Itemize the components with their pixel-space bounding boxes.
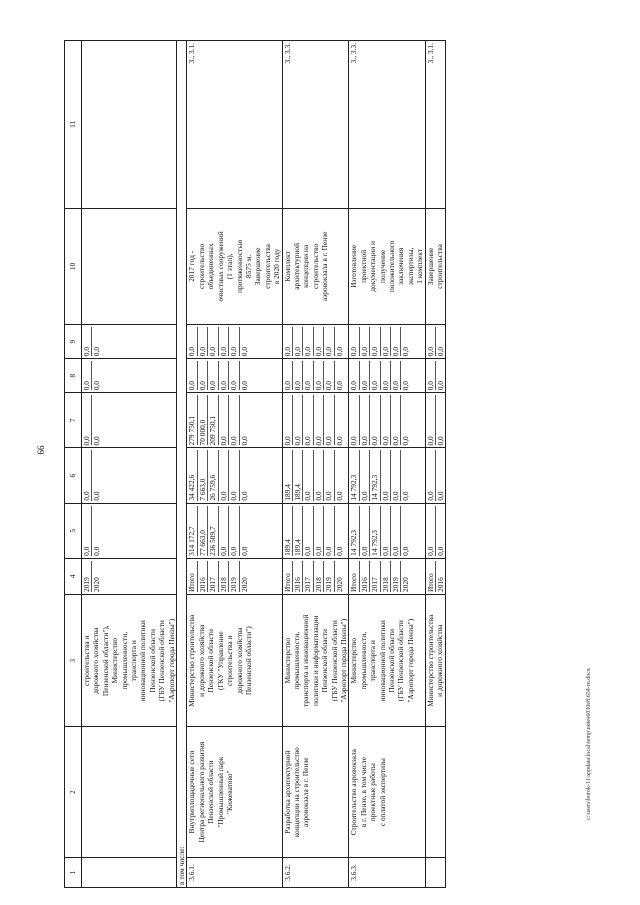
value: 0,0 [426, 327, 436, 356]
value: 0,0 [401, 436, 411, 446]
c9-cell [282, 325, 349, 359]
value: 0,0 [391, 361, 401, 390]
agency-cell: Министерство промышленности, транспорта и инновационной политики Пензенской области (ГБУ Пензенской области "Аэропорт города Пензы") [349, 594, 425, 726]
value: 189,4 [283, 450, 293, 500]
value: 0,0 [391, 506, 401, 556]
cont-result-cell [82, 208, 177, 324]
value: 0,0 [82, 450, 92, 500]
item-name-cell: Строительство аэровокзала в г. Пензе, в том числе проектные работы с оплатой экспертизы [349, 727, 425, 857]
header-cell: 11 [65, 41, 82, 209]
cont-no-cell [82, 857, 177, 887]
year-value: 2016 [436, 577, 446, 592]
header-cell: 4 [65, 558, 82, 594]
value: 14 792,3 [370, 506, 380, 556]
table-row [187, 41, 282, 888]
value: 0,0 [349, 395, 359, 445]
year-value: 2016 [360, 561, 370, 592]
years-cell [282, 558, 349, 594]
cont-c5-cell [82, 503, 177, 558]
value: 0,0 [229, 450, 239, 500]
year-value: Итого [349, 561, 359, 592]
value: 189,4 [293, 450, 303, 500]
year-value: 2019 [391, 561, 401, 592]
cont-agency-cell: строительства и дорожного хозяйства Пензенской области"), Министерство промышленности, транспорта и инновационной политики Пензенской области (ГБУ Пензенской области "Аэропорт города Пензы") [82, 594, 177, 726]
year-value: 2020 [334, 577, 344, 592]
value: 0,0 [426, 450, 436, 500]
rotated-table-container [64, 40, 604, 888]
value: 0,0 [334, 436, 344, 446]
year-value: Итого [426, 561, 436, 592]
cont-c8-cell [82, 359, 177, 393]
c8-cell [187, 359, 282, 393]
value: 0,0 [334, 381, 344, 391]
value: 0,0 [324, 361, 334, 390]
c8-cell [282, 359, 349, 393]
year-value: 2017 [208, 561, 218, 592]
value: 0,0 [381, 395, 391, 445]
years-cell [187, 558, 282, 594]
table-row [425, 41, 446, 888]
in-that-number-row [177, 41, 187, 888]
value: 0,0 [334, 491, 344, 501]
value: 0,0 [401, 381, 411, 391]
years-cell [425, 558, 446, 594]
value: 0,0 [229, 506, 239, 556]
header-cell: 2 [65, 727, 82, 857]
value: 0,0 [324, 327, 334, 356]
value: 0,0 [239, 381, 249, 391]
item-number-cell: 3.6.1. [187, 857, 282, 887]
value: 0,0 [303, 395, 313, 445]
value: 0,0 [219, 450, 229, 500]
table-row [282, 41, 349, 888]
agency-cell: Министерство промышленности, транспорта и инновационной политики и информатизации Пензенской области (ГБУ Пензенской области "Аэропорт города Пензы") [282, 594, 349, 726]
value: 0,0 [229, 327, 239, 356]
value: 0,0 [82, 395, 92, 445]
value: 0,0 [239, 436, 249, 446]
value: 14 792,3 [349, 450, 359, 500]
value: 77 663,0 [198, 506, 208, 556]
value: 0,0 [293, 327, 303, 356]
value: 0,0 [360, 327, 370, 356]
cont-c9-cell [82, 325, 177, 359]
value: 0,0 [219, 395, 229, 445]
value: 14 792,3 [349, 506, 359, 556]
value: 0,0 [198, 327, 208, 356]
value: 0,0 [82, 506, 92, 556]
c9-cell [187, 325, 282, 359]
result-cell: Завершение строительства [425, 208, 446, 324]
c5-cell [282, 503, 349, 558]
value: 0,0 [314, 327, 324, 356]
value: 279 750,1 [187, 395, 197, 445]
value: 0,0 [381, 327, 391, 356]
year-value: Итого [187, 561, 197, 592]
value: 0,0 [283, 327, 293, 356]
value: 0,0 [436, 491, 446, 501]
c6-cell [349, 448, 425, 503]
c7-cell [349, 393, 425, 448]
value: 0,0 [324, 395, 334, 445]
value: 0,0 [314, 395, 324, 445]
value: 0,0 [391, 450, 401, 500]
page-number: 99 [35, 445, 46, 455]
value: 189,4 [293, 506, 303, 556]
value: 0,0 [92, 491, 102, 501]
header-cell: 8 [65, 359, 82, 393]
cont-years-cell [82, 558, 177, 594]
value: 0,0 [334, 346, 344, 357]
year-value: 2017 [303, 561, 313, 592]
value: 0,0 [391, 395, 401, 445]
value: 0,0 [92, 346, 102, 357]
cont-c6-cell [82, 448, 177, 503]
value: 0,0 [293, 395, 303, 445]
year-value: Итого [283, 561, 293, 592]
value: 0,0 [303, 506, 313, 556]
value: 0,0 [187, 327, 197, 356]
value: 0,0 [381, 450, 391, 500]
value: 0,0 [303, 327, 313, 356]
value: 0,0 [239, 491, 249, 501]
year-value: 2019 [229, 561, 239, 592]
year-value: 2016 [198, 561, 208, 592]
target-indicator-cell: 3., 3.3. [282, 41, 349, 209]
years-cell [349, 558, 425, 594]
c9-cell [349, 325, 425, 359]
item-name-cell: Внутриплощадочные сети Центра регионального развития Пензенской области "Промышленный парк "Кижеватово" [187, 727, 282, 857]
value: 0,0 [92, 436, 102, 446]
agency-cell: Министерство строительства и дорожного хозяйства Пензенской области (ГКУ "Управление строительства и дорожного хозяйства Пензенской области") [187, 594, 282, 726]
value: 0,0 [82, 361, 92, 390]
result-cell: Комплект архитектурной концепции на строительство аэровокзала в г. Пензе [282, 208, 349, 324]
c8-cell [349, 359, 425, 393]
value: 0,0 [92, 381, 102, 391]
value: 0,0 [436, 436, 446, 446]
c6-cell [187, 448, 282, 503]
value: 0,0 [370, 395, 380, 445]
c5-cell [349, 503, 425, 558]
year-value: 2018 [314, 561, 324, 592]
c9-cell [425, 325, 446, 359]
item-name-cell [425, 727, 446, 857]
footer-file-path: c:\users\borok-11\appdata\local\temp\notes6030e8\654-ru.docx [586, 668, 592, 820]
item-number-cell: 3.6.2. [282, 857, 349, 887]
item-name-cell: Разработка архитектурной концепции на строительство аэровокзала в г. Пензе [282, 727, 349, 857]
value: 0,0 [92, 546, 102, 556]
value: 0,0 [349, 327, 359, 356]
value: 70 000,0 [198, 395, 208, 445]
cont-name-cell [82, 727, 177, 857]
value: 0,0 [314, 450, 324, 500]
value: 0,0 [426, 506, 436, 556]
value: 189,4 [283, 506, 293, 556]
value: 34 422,6 [187, 450, 197, 500]
value: 0,0 [82, 327, 92, 356]
value: 0,0 [426, 361, 436, 390]
value: 0,0 [360, 361, 370, 390]
year-value: 2016 [293, 561, 303, 592]
header-cell: 10 [65, 208, 82, 324]
in-that-number-label: в том числе: [177, 41, 187, 888]
c8-cell [425, 359, 446, 393]
value: 0,0 [208, 361, 218, 390]
value: 26 759,6 [208, 450, 218, 500]
header-cell: 3 [65, 594, 82, 726]
table-body [65, 41, 446, 888]
value: 14 792,3 [370, 450, 380, 500]
c5-cell [425, 503, 446, 558]
continuation-row [82, 41, 177, 888]
year-value: 2020 [92, 577, 102, 592]
value: 0,0 [360, 450, 370, 500]
value: 0,0 [314, 361, 324, 390]
value: 0,0 [324, 450, 334, 500]
value: 0,0 [187, 361, 197, 390]
year-value: 2019 [324, 561, 334, 592]
value: 0,0 [324, 506, 334, 556]
c5-cell [187, 503, 282, 558]
target-indicator-cell: 3., 3.1. [425, 41, 446, 209]
value: 0,0 [381, 361, 391, 390]
value: 0,0 [229, 395, 239, 445]
value: 0,0 [436, 381, 446, 391]
header-cell: 5 [65, 503, 82, 558]
value: 0,0 [334, 546, 344, 556]
value: 0,0 [360, 395, 370, 445]
value: 0,0 [360, 506, 370, 556]
value: 0,0 [239, 346, 249, 357]
c7-cell [282, 393, 349, 448]
value: 0,0 [436, 546, 446, 556]
agency-cell: Министерство строительства и дорожного хозяйства [425, 594, 446, 726]
c7-cell [187, 393, 282, 448]
value: 0,0 [239, 546, 249, 556]
value: 0,0 [219, 361, 229, 390]
header-cell: 6 [65, 448, 82, 503]
c7-cell [425, 393, 446, 448]
value: 0,0 [314, 506, 324, 556]
value: 0,0 [426, 395, 436, 445]
value: 0,0 [293, 361, 303, 390]
year-value: 2017 [370, 561, 380, 592]
year-value: 2019 [82, 561, 92, 592]
value: 236 509,7 [208, 506, 218, 556]
value: 0,0 [303, 361, 313, 390]
cont-target-cell [82, 41, 177, 209]
value: 0,0 [436, 346, 446, 357]
value: 0,0 [229, 361, 239, 390]
value: 0,0 [283, 361, 293, 390]
header-cell: 1 [65, 857, 82, 887]
c6-cell [425, 448, 446, 503]
item-number-cell [425, 857, 446, 887]
result-cell: 2017 год - строительство объединенных очистных сооружений (1 этап), протяженностью 8575 м. Завершение строительства в 2020 году [187, 208, 282, 324]
year-value: 2018 [381, 561, 391, 592]
value: 0,0 [208, 327, 218, 356]
item-number-cell: 3.6.3. [349, 857, 425, 887]
header-cell: 7 [65, 393, 82, 448]
target-indicator-cell: 3., 3.1. [187, 41, 282, 209]
value: 0,0 [198, 361, 208, 390]
result-cell: Изготовление проектной документации и получение положительного заключения экспертизы, 1 комплект [349, 208, 425, 324]
value: 0,0 [219, 327, 229, 356]
value: 7 663,0 [198, 450, 208, 500]
target-indicator-cell: 3., 3.3. [349, 41, 425, 209]
budget-table [64, 40, 446, 888]
value: 209 750,1 [208, 395, 218, 445]
year-value: 2018 [219, 561, 229, 592]
value: 0,0 [303, 450, 313, 500]
header-cell: 9 [65, 325, 82, 359]
header-row [65, 41, 82, 888]
value: 0,0 [370, 361, 380, 390]
table-row [349, 41, 425, 888]
value: 0,0 [381, 506, 391, 556]
value: 314 172,7 [187, 506, 197, 556]
value: 0,0 [401, 546, 411, 556]
value: 0,0 [283, 395, 293, 445]
year-value: 2020 [401, 577, 411, 592]
value: 0,0 [219, 506, 229, 556]
c6-cell [282, 448, 349, 503]
cont-c7-cell [82, 393, 177, 448]
value: 0,0 [391, 327, 401, 356]
value: 0,0 [349, 361, 359, 390]
year-value: 2020 [239, 577, 249, 592]
value: 0,0 [401, 491, 411, 501]
value: 0,0 [370, 327, 380, 356]
value: 0,0 [401, 346, 411, 357]
